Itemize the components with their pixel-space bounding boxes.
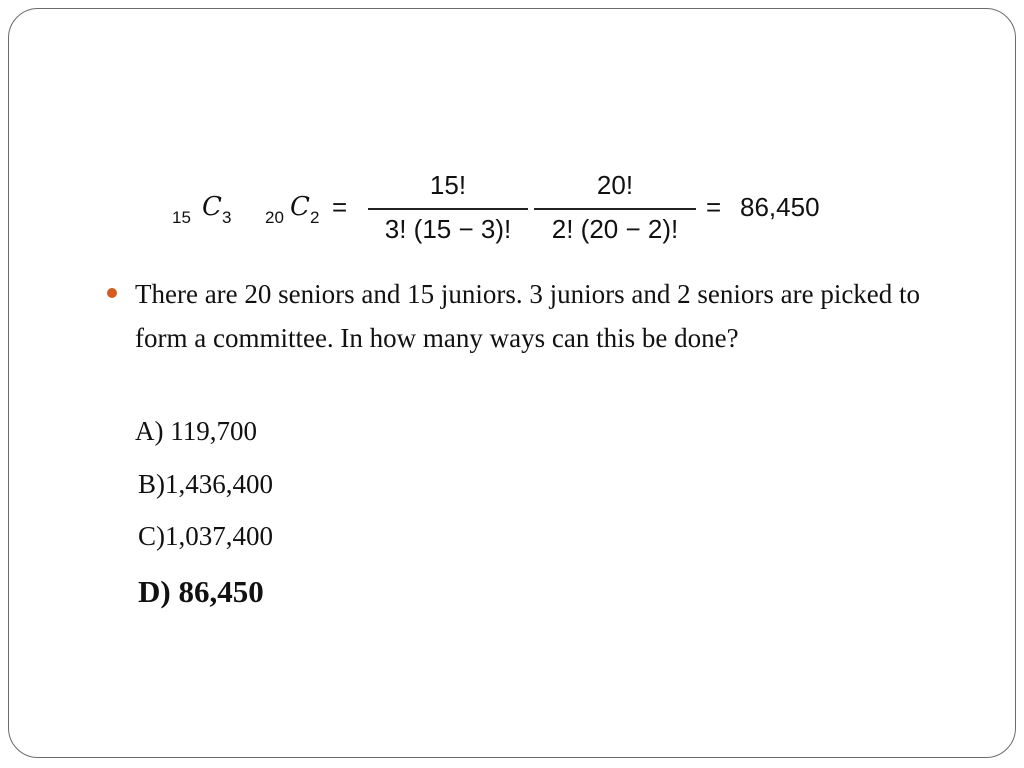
slide-frame [8,8,1016,758]
formula-equals: = [332,192,348,222]
bullet-icon [107,288,117,298]
fraction1-bar [368,208,528,210]
fraction2-bar [534,208,696,210]
fraction1-denominator: 3! (15 − 3)! [384,214,512,244]
formula-subscript-20: 20 [265,208,284,227]
option-c: C)1,037,400 [138,521,273,551]
formula-c-symbol: C [202,192,222,222]
fraction2-denominator: 2! (20 − 2)! [551,214,679,244]
formula-subscript-3: 3 [222,208,232,227]
fraction2-numerator: 20! [596,170,634,200]
option-b: B)1,436,400 [138,469,273,499]
formula-subscript-15: 15 [172,208,191,227]
formula-c-symbol: C [290,192,310,222]
option-d-answer: D) 86,450 [138,574,264,609]
option-a: A) 119,700 [135,416,257,446]
combination-formula [172,168,852,248]
formula-result: 86,450 [740,192,820,222]
formula-subscript-2: 2 [310,208,320,227]
fraction1-numerator: 15! [429,170,467,200]
formula-equals: = [706,192,722,222]
question-text: There are 20 seniors and 15 juniors. 3 juniors and 2 seniors are picked to form a committee. In how many ways can this be done? [135,279,921,353]
